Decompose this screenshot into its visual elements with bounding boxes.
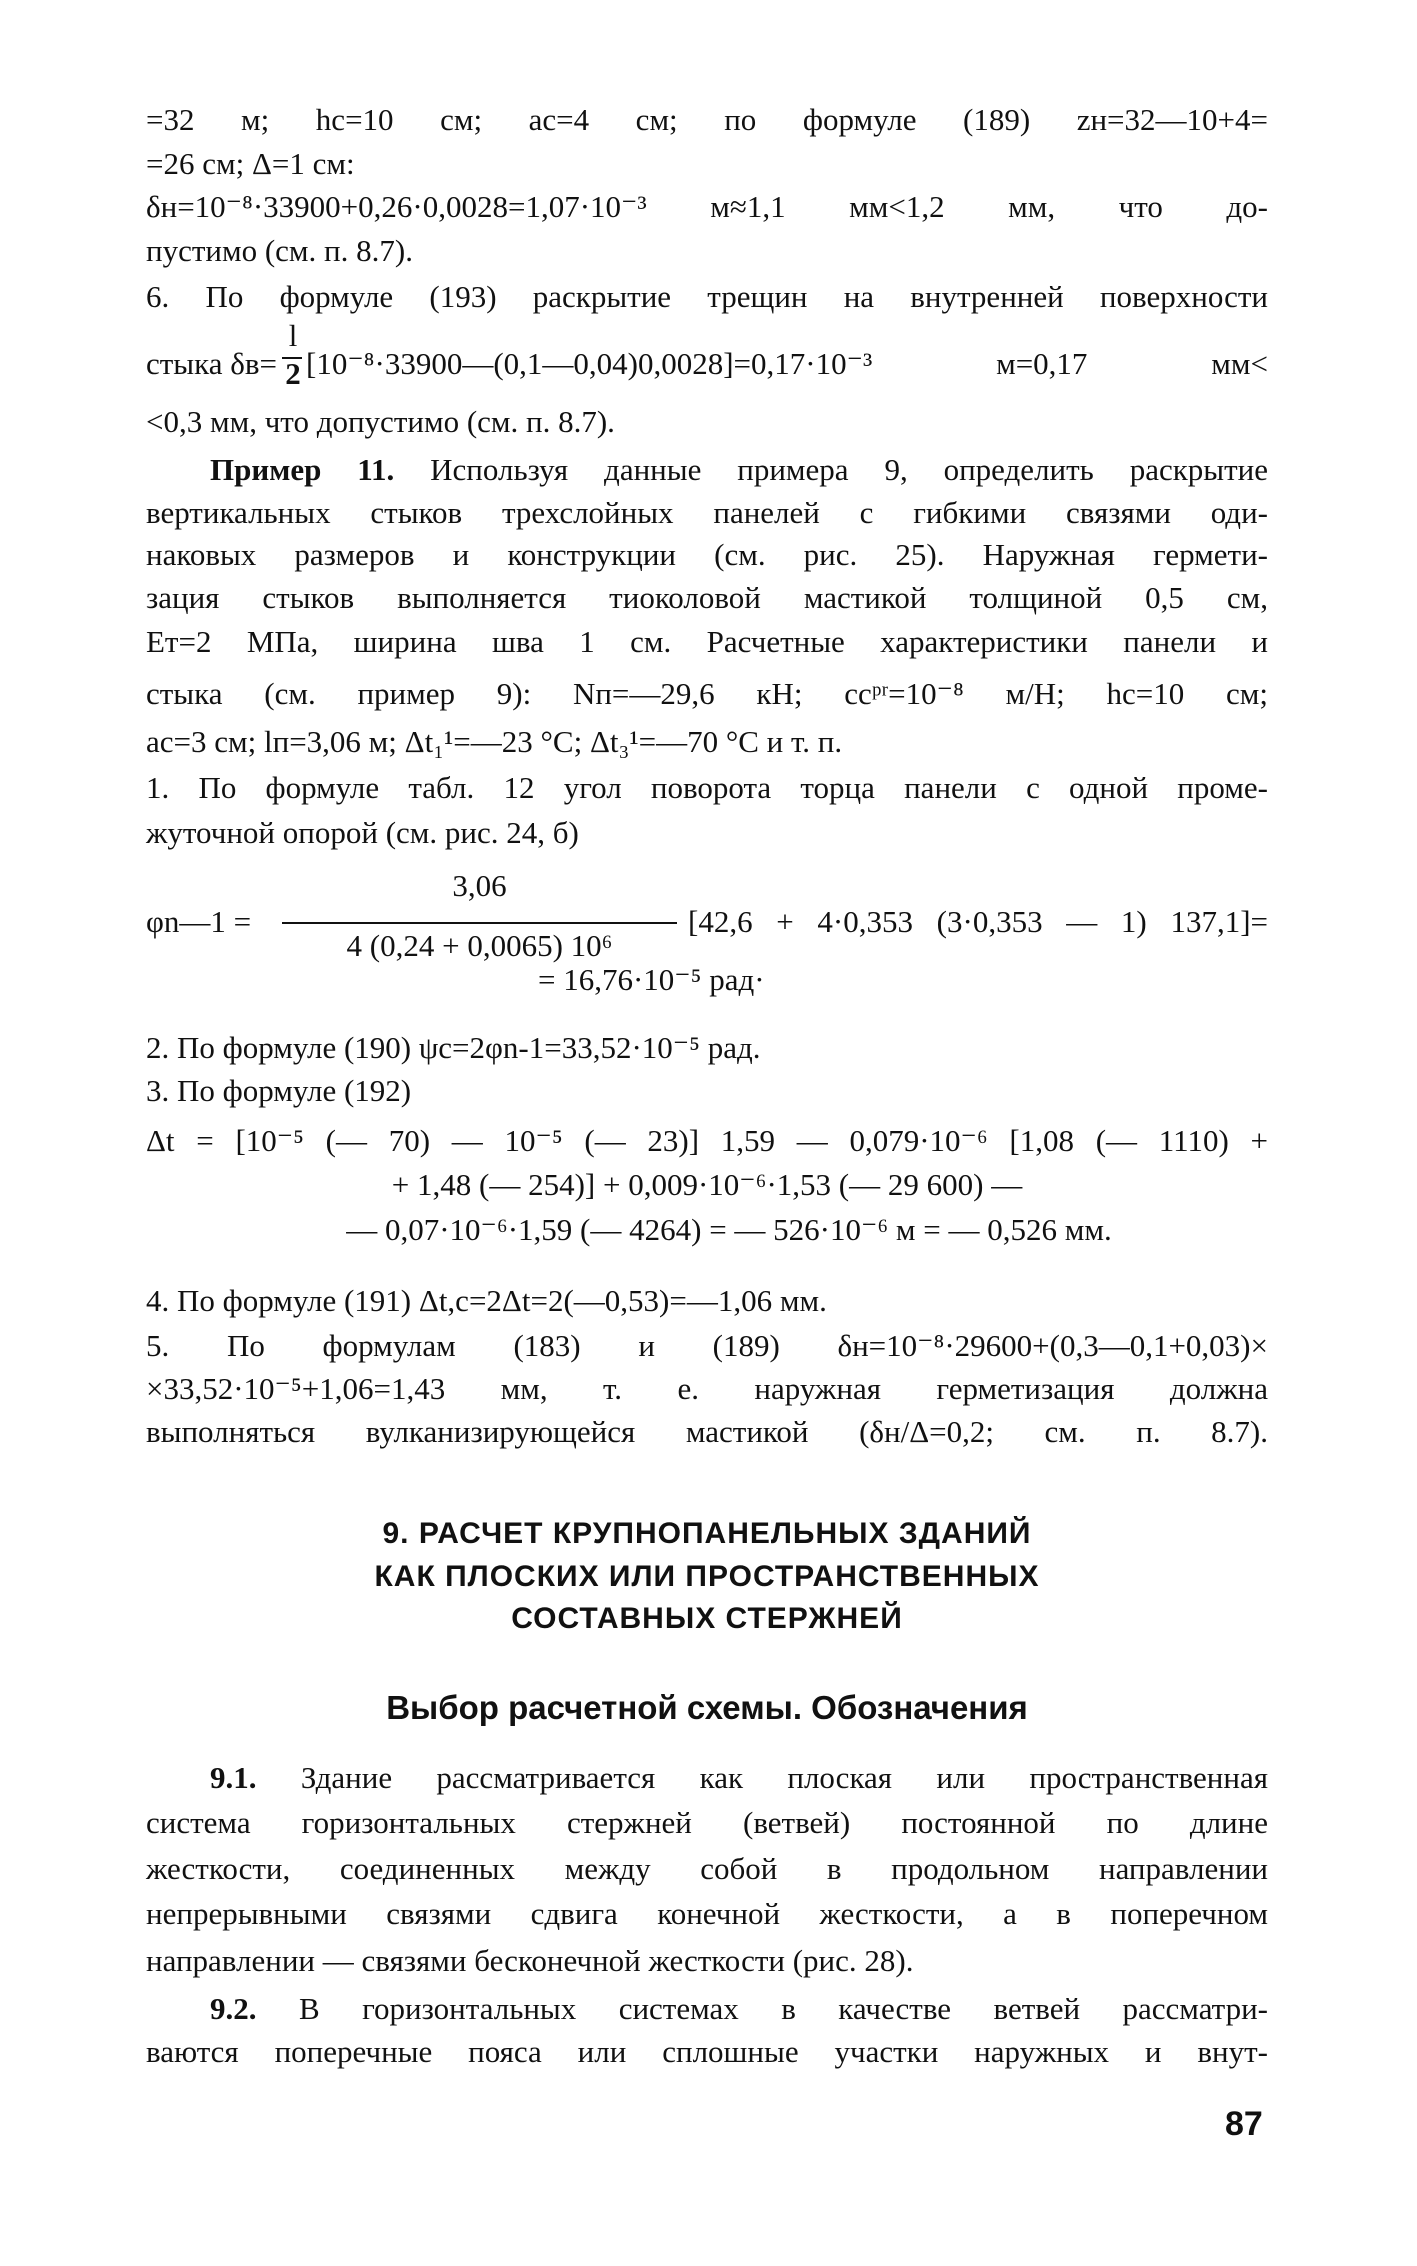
formula-denominator: 4 (0,24 + 0,0065) 10⁶: [346, 928, 613, 963]
text-line: стыка (см. пример 9): Nп=—29,6 кН; cсᵖʳ=10⁻⁸ м/Н; hс=10 см;: [146, 676, 1268, 711]
text-line: [10⁻⁸·33900—(0,1—0,04)0,0028]=0,17·10⁻³ м=0,17 мм<: [306, 346, 1268, 381]
text-line: Eт=2 МПа, ширина шва 1 см. Расчетные характеристики панели и: [146, 624, 1268, 659]
formula-lhs: φn—1 =: [146, 904, 252, 939]
text-line: =32 м; hс=10 см; aс=4 см; по формуле (189) zн=32—10+4=: [146, 102, 1268, 137]
text-line: система горизонтальных стержней (ветвей) постоянной по длине: [146, 1805, 1268, 1840]
section-title-line: 9. РАСЧЕТ КРУПНОПАНЕЛЬНЫХ ЗДАНИЙ: [382, 1517, 1032, 1550]
fraction-numerator: l: [288, 318, 298, 353]
paragraph-number: 9.1.: [210, 1760, 257, 1795]
paragraph-number: 9.2.: [210, 1991, 257, 2026]
text-line: направлении — связями бесконечной жесткости (рис. 28).: [146, 1943, 914, 1978]
text-line: aс=3 см; lп=3,06 м; Δt₁¹=—23 °С; Δt₃¹=—70 °С и т. п.: [146, 724, 843, 759]
text-line: непрерывными связями сдвига конечной жесткости, а в поперечном: [146, 1896, 1268, 1931]
formula-result: = 16,76·10⁻⁵ рад·: [538, 962, 765, 997]
text-line: вертикальных стыков трехслойных панелей с гибкими связями оди-: [146, 495, 1268, 530]
text-line: <0,3 мм, что допустимо (см. п. 8.7).: [146, 404, 615, 439]
paragraph-text: Здание рассматривается как плоская или пространственная: [300, 1760, 1269, 1795]
text-line: [210, 450, 1268, 490]
section-title-line: КАК ПЛОСКИХ ИЛИ ПРОСТРАНСТВЕННЫХ: [374, 1560, 1040, 1593]
text-line: 2. По формуле (190) ψс=2φn-1=33,52·10⁻⁵ рад.: [146, 1030, 761, 1065]
formula-rhs: [42,6 + 4·0,353 (3·0,353 — 1) 137,1]=: [688, 904, 1268, 939]
text-line: [210, 1989, 1268, 2029]
page-number: 87: [1225, 2105, 1263, 2143]
text-line: 1. По формуле табл. 12 угол поворота торца панели с одной проме-: [146, 770, 1268, 805]
text-line: наковых размеров и конструкции (см. рис. 25). Наружная гермети-: [146, 537, 1268, 572]
example-text: Используя данные примера 9, определить раскрытие: [430, 452, 1269, 487]
formula-numerator: 3,06: [452, 868, 507, 903]
fraction-denominator: 2: [285, 356, 301, 391]
text-line: жуточной опорой (см. рис. 24, б): [146, 815, 579, 850]
section-title-line: СОСТАВНЫХ СТЕРЖНЕЙ: [511, 1602, 903, 1635]
text-line: жесткости, соединенных между собой в продольном направлении: [146, 1851, 1268, 1886]
text-line: 4. По формуле (191) Δt,c=2Δt=2(—0,53)=—1,06 мм.: [146, 1283, 827, 1318]
text-line: ваются поперечные пояса или сплошные участки наружных и внут-: [146, 2034, 1268, 2069]
text-line: 5. По формулам (183) и (189) δн=10⁻⁸·29600+(0,3—0,1+0,03)×: [146, 1328, 1268, 1363]
text-line: =26 см; Δ=1 см:: [146, 146, 355, 181]
text-line: зация стыков выполняется тиоколовой мастикой толщиной 0,5 см,: [146, 580, 1268, 615]
fraction-bar: [282, 922, 677, 924]
text-line: стыка δв=: [146, 346, 277, 381]
section-subtitle: Выбор расчетной схемы. Обозначения: [386, 1689, 1028, 1726]
example-label: Пример 11.: [210, 452, 395, 487]
text-line: [210, 1758, 1268, 1798]
text-line: 3. По формуле (192): [146, 1073, 412, 1108]
text-line: ×33,52·10⁻⁵+1,06=1,43 мм, т. е. наружная герметизация должна: [146, 1371, 1268, 1406]
text-line: выполняться вулканизирующейся мастикой (δн/Δ=0,2; см. п. 8.7).: [146, 1414, 1268, 1449]
text-line: 6. По формуле (193) раскрытие трещин на внутренней поверхности: [146, 279, 1268, 314]
formula-line: + 1,48 (— 254)] + 0,009·10⁻⁶·1,53 (— 29 600) —: [391, 1167, 1023, 1202]
formula-line: Δt = [10⁻⁵ (— 70) — 10⁻⁵ (— 23)] 1,59 — 0,079·10⁻⁶ [1,08 (— 1110) +: [146, 1123, 1268, 1158]
paragraph-text: В горизонтальных системах в качестве ветвей рассматри-: [298, 1991, 1268, 2026]
text-line: δн=10⁻⁸·33900+0,26·0,0028=1,07·10⁻³ м≈1,1 мм<1,2 мм, что до-: [146, 189, 1268, 224]
text-line: пустимо (см. п. 8.7).: [146, 233, 413, 268]
formula-line: — 0,07·10⁻⁶·1,59 (— 4264) = — 526·10⁻⁶ м = — 0,526 мм.: [346, 1212, 1112, 1247]
